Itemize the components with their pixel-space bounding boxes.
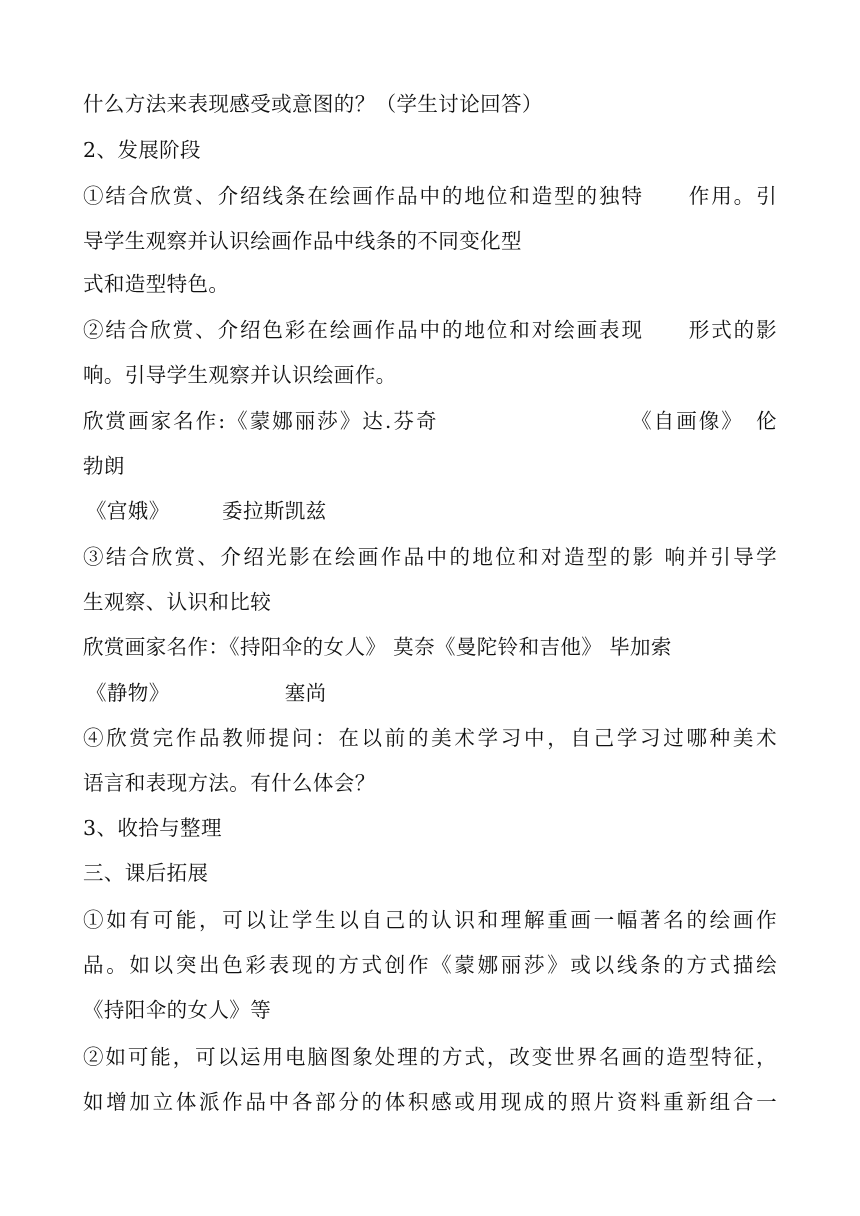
text-line: 《静物》 塞尚 <box>86 681 327 705</box>
text-line: ③结合欣赏、介绍光影在绘画作品中的地位和对造型的影 响并引导学 <box>83 545 777 569</box>
section-heading-extension: 三、课后拓展 <box>83 861 209 885</box>
text-line: 语言和表现方法。有什么体会？ <box>83 771 376 795</box>
text-line: 《持阳伞的女人》等 <box>83 998 272 1022</box>
text-line: 欣赏画家名作：《持阳伞的女人》 莫奈《曼陀铃和吉他》 毕加索 <box>83 635 672 659</box>
text-line: 什么方法来表现感受或意图的？（学生讨论回答） <box>83 92 543 116</box>
text-line: 生观察、认识和比较 <box>83 590 272 614</box>
text-line: ①如有可能，可以让学生以自己的认识和理解重画一幅著名的绘画作 <box>83 908 777 932</box>
section-heading-cleanup: 3、收拾与整理 <box>83 816 222 840</box>
text-line: 《宫娥》 委拉斯凯兹 <box>86 499 327 523</box>
text-line: 响。引导学生观察并认识绘画作。 <box>83 363 397 387</box>
text-line: ②结合欣赏、介绍色彩在绘画作品中的地位和对绘画表现 形式的影 <box>83 318 777 342</box>
text-line: ①结合欣赏、介绍线条在绘画作品中的地位和造型的独特 作用。引 <box>83 184 777 208</box>
text-line: 欣赏画家名作:《蒙娜丽莎》达.芬奇 《自画像》 伦 <box>83 409 777 433</box>
text-line: 式和造型特色。 <box>83 272 230 296</box>
text-line: ②如可能，可以运用电脑图象处理的方式，改变世界名画的造型特征， <box>83 1045 777 1069</box>
section-heading-development: 2、发展阶段 <box>83 138 201 162</box>
text-line: 如增加立体派作品中各部分的体积感或用现成的照片资料重新组合一 <box>83 1090 777 1114</box>
text-line: 导学生观察并认识绘画作品中线条的不同变化型 <box>83 229 522 253</box>
text-line: 勃朗 <box>83 454 125 478</box>
text-line: ④欣赏完作品教师提问：在以前的美术学习中，自己学习过哪种美术 <box>83 726 777 750</box>
text-line: 品。如以突出色彩表现的方式创作《蒙娜丽莎》或以线条的方式描绘 <box>83 953 777 977</box>
